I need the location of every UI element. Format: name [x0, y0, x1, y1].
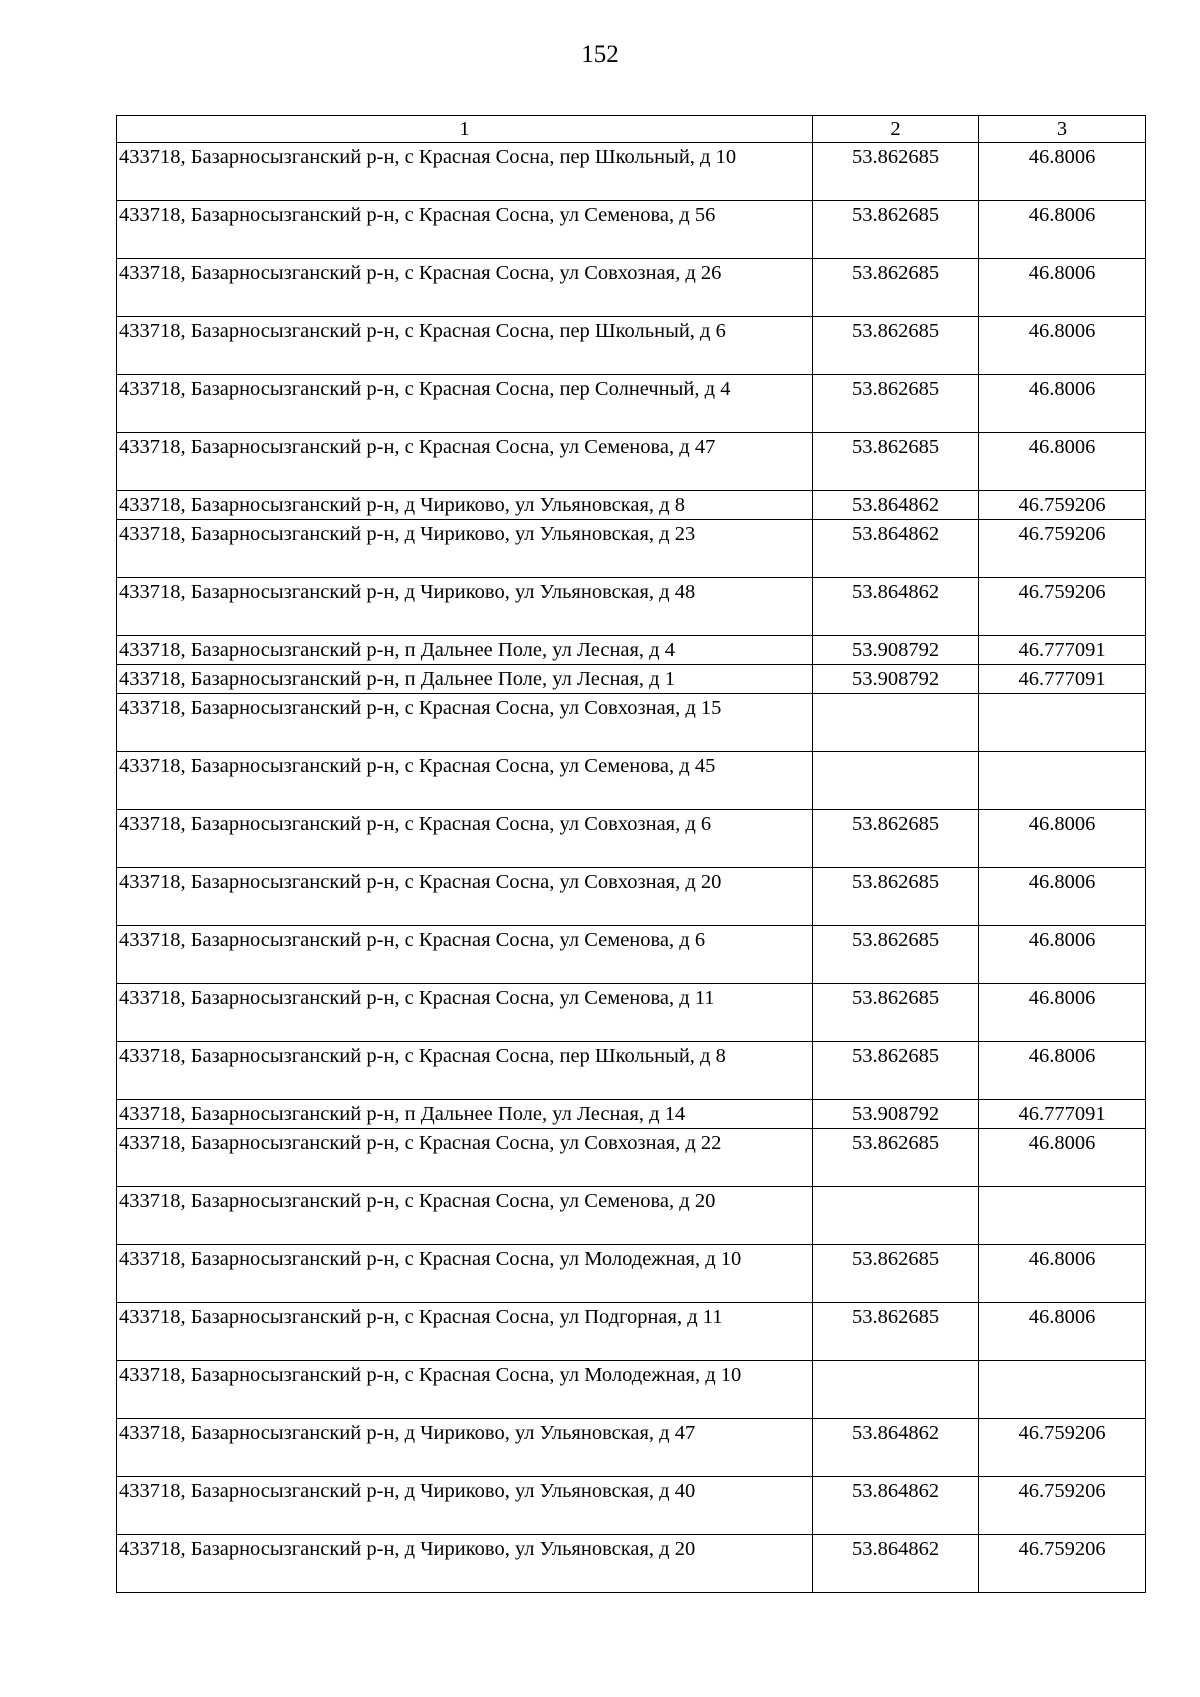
latitude-cell: 53.862685	[813, 201, 979, 259]
longitude-cell: 46.759206	[979, 1477, 1146, 1535]
latitude-cell: 53.862685	[813, 810, 979, 868]
table-row	[117, 810, 1146, 868]
table-row	[117, 752, 1146, 810]
table-row	[117, 520, 1146, 578]
latitude-cell	[813, 752, 979, 810]
table-row	[117, 375, 1146, 433]
table-row	[117, 259, 1146, 317]
table-row	[117, 317, 1146, 375]
page-number: 152	[581, 41, 619, 68]
latitude-cell: 53.864862	[813, 578, 979, 636]
address-cell: 433718, Базарносызганский р-н, с Красная Сосна, ул Молодежная, д 10	[117, 1361, 813, 1419]
address-cell: 433718, Базарносызганский р-н, с Красная Сосна, ул Молодежная, д 10	[117, 1245, 813, 1303]
table-row	[117, 1245, 1146, 1303]
longitude-cell: 46.8006	[979, 926, 1146, 984]
longitude-cell: 46.8006	[979, 1245, 1146, 1303]
address-cell: 433718, Базарносызганский р-н, с Красная Сосна, ул Совхозная, д 22	[117, 1129, 813, 1187]
longitude-cell: 46.759206	[979, 491, 1146, 520]
latitude-cell: 53.862685	[813, 984, 979, 1042]
table-row	[117, 926, 1146, 984]
table-row	[117, 433, 1146, 491]
address-cell: 433718, Базарносызганский р-н, с Красная Сосна, ул Семенова, д 47	[117, 433, 813, 491]
longitude-cell	[979, 752, 1146, 810]
address-cell: 433718, Базарносызганский р-н, с Красная Сосна, ул Семенова, д 6	[117, 926, 813, 984]
longitude-cell	[979, 694, 1146, 752]
table-header-row	[117, 116, 1146, 143]
column-header-2: 2	[813, 116, 979, 143]
longitude-cell: 46.8006	[979, 317, 1146, 375]
latitude-cell	[813, 1361, 979, 1419]
latitude-cell: 53.864862	[813, 1477, 979, 1535]
table-row	[117, 1100, 1146, 1129]
latitude-cell: 53.862685	[813, 143, 979, 201]
address-cell: 433718, Базарносызганский р-н, с Красная Сосна, ул Совхозная, д 15	[117, 694, 813, 752]
latitude-cell	[813, 694, 979, 752]
address-cell: 433718, Базарносызганский р-н, п Дальнее Поле, ул Лесная, д 1	[117, 665, 813, 694]
table-row	[117, 578, 1146, 636]
longitude-cell: 46.759206	[979, 578, 1146, 636]
table-row	[117, 491, 1146, 520]
address-cell: 433718, Базарносызганский р-н, с Красная Сосна, пер Школьный, д 10	[117, 143, 813, 201]
table-row	[117, 868, 1146, 926]
latitude-cell: 53.864862	[813, 1535, 979, 1593]
table-row	[117, 665, 1146, 694]
address-cell: 433718, Базарносызганский р-н, д Чириково, ул Ульяновская, д 40	[117, 1477, 813, 1535]
table-row	[117, 143, 1146, 201]
latitude-cell: 53.862685	[813, 1303, 979, 1361]
address-cell: 433718, Базарносызганский р-н, с Красная Сосна, пер Школьный, д 6	[117, 317, 813, 375]
latitude-cell: 53.862685	[813, 317, 979, 375]
address-table	[116, 115, 1146, 1593]
latitude-cell: 53.862685	[813, 926, 979, 984]
latitude-cell: 53.862685	[813, 375, 979, 433]
latitude-cell: 53.864862	[813, 1419, 979, 1477]
longitude-cell: 46.8006	[979, 433, 1146, 491]
address-cell: 433718, Базарносызганский р-н, п Дальнее Поле, ул Лесная, д 4	[117, 636, 813, 665]
address-cell: 433718, Базарносызганский р-н, п Дальнее Поле, ул Лесная, д 14	[117, 1100, 813, 1129]
longitude-cell: 46.777091	[979, 636, 1146, 665]
address-cell: 433718, Базарносызганский р-н, с Красная Сосна, пер Солнечный, д 4	[117, 375, 813, 433]
address-cell: 433718, Базарносызганский р-н, с Красная Сосна, пер Школьный, д 8	[117, 1042, 813, 1100]
table-row	[117, 201, 1146, 259]
address-cell: 433718, Базарносызганский р-н, с Красная Сосна, ул Семенова, д 20	[117, 1187, 813, 1245]
latitude-cell: 53.864862	[813, 491, 979, 520]
latitude-cell: 53.862685	[813, 259, 979, 317]
address-cell: 433718, Базарносызганский р-н, д Чириково, ул Ульяновская, д 8	[117, 491, 813, 520]
table-row	[117, 636, 1146, 665]
latitude-cell: 53.864862	[813, 520, 979, 578]
longitude-cell: 46.8006	[979, 1042, 1146, 1100]
table-row	[117, 1129, 1146, 1187]
column-header-3: 3	[979, 116, 1146, 143]
longitude-cell: 46.777091	[979, 665, 1146, 694]
table-row	[117, 1042, 1146, 1100]
address-cell: 433718, Базарносызганский р-н, д Чириково, ул Ульяновская, д 20	[117, 1535, 813, 1593]
longitude-cell: 46.8006	[979, 375, 1146, 433]
table-row	[117, 1419, 1146, 1477]
table-row	[117, 984, 1146, 1042]
address-cell: 433718, Базарносызганский р-н, с Красная Сосна, ул Семенова, д 11	[117, 984, 813, 1042]
longitude-cell: 46.8006	[979, 1303, 1146, 1361]
address-cell: 433718, Базарносызганский р-н, с Красная Сосна, ул Совхозная, д 6	[117, 810, 813, 868]
table-row	[117, 1477, 1146, 1535]
address-cell: 433718, Базарносызганский р-н, с Красная Сосна, ул Совхозная, д 20	[117, 868, 813, 926]
address-cell: 433718, Базарносызганский р-н, с Красная Сосна, ул Семенова, д 56	[117, 201, 813, 259]
column-header-1: 1	[117, 116, 813, 143]
address-cell: 433718, Базарносызганский р-н, с Красная Сосна, ул Совхозная, д 26	[117, 259, 813, 317]
latitude-cell: 53.862685	[813, 433, 979, 491]
address-cell: 433718, Базарносызганский р-н, д Чириково, ул Ульяновская, д 48	[117, 578, 813, 636]
longitude-cell: 46.8006	[979, 1129, 1146, 1187]
longitude-cell: 46.8006	[979, 810, 1146, 868]
address-cell: 433718, Базарносызганский р-н, д Чириково, ул Ульяновская, д 23	[117, 520, 813, 578]
longitude-cell: 46.8006	[979, 143, 1146, 201]
latitude-cell	[813, 1187, 979, 1245]
longitude-cell: 46.759206	[979, 520, 1146, 578]
longitude-cell: 46.8006	[979, 201, 1146, 259]
latitude-cell: 53.908792	[813, 1100, 979, 1129]
table-body	[117, 143, 1146, 1593]
table-row	[117, 1303, 1146, 1361]
address-cell: 433718, Базарносызганский р-н, с Красная Сосна, ул Семенова, д 45	[117, 752, 813, 810]
table-row	[117, 1187, 1146, 1245]
table-row	[117, 1361, 1146, 1419]
longitude-cell: 46.759206	[979, 1535, 1146, 1593]
latitude-cell: 53.908792	[813, 665, 979, 694]
address-cell: 433718, Базарносызганский р-н, с Красная Сосна, ул Подгорная, д 11	[117, 1303, 813, 1361]
latitude-cell: 53.862685	[813, 1129, 979, 1187]
table-row	[117, 1535, 1146, 1593]
longitude-cell: 46.8006	[979, 984, 1146, 1042]
latitude-cell: 53.908792	[813, 636, 979, 665]
address-cell: 433718, Базарносызганский р-н, д Чириково, ул Ульяновская, д 47	[117, 1419, 813, 1477]
longitude-cell	[979, 1361, 1146, 1419]
longitude-cell	[979, 1187, 1146, 1245]
latitude-cell: 53.862685	[813, 868, 979, 926]
longitude-cell: 46.777091	[979, 1100, 1146, 1129]
table-row	[117, 694, 1146, 752]
longitude-cell: 46.8006	[979, 259, 1146, 317]
longitude-cell: 46.759206	[979, 1419, 1146, 1477]
latitude-cell: 53.862685	[813, 1042, 979, 1100]
longitude-cell: 46.8006	[979, 868, 1146, 926]
latitude-cell: 53.862685	[813, 1245, 979, 1303]
